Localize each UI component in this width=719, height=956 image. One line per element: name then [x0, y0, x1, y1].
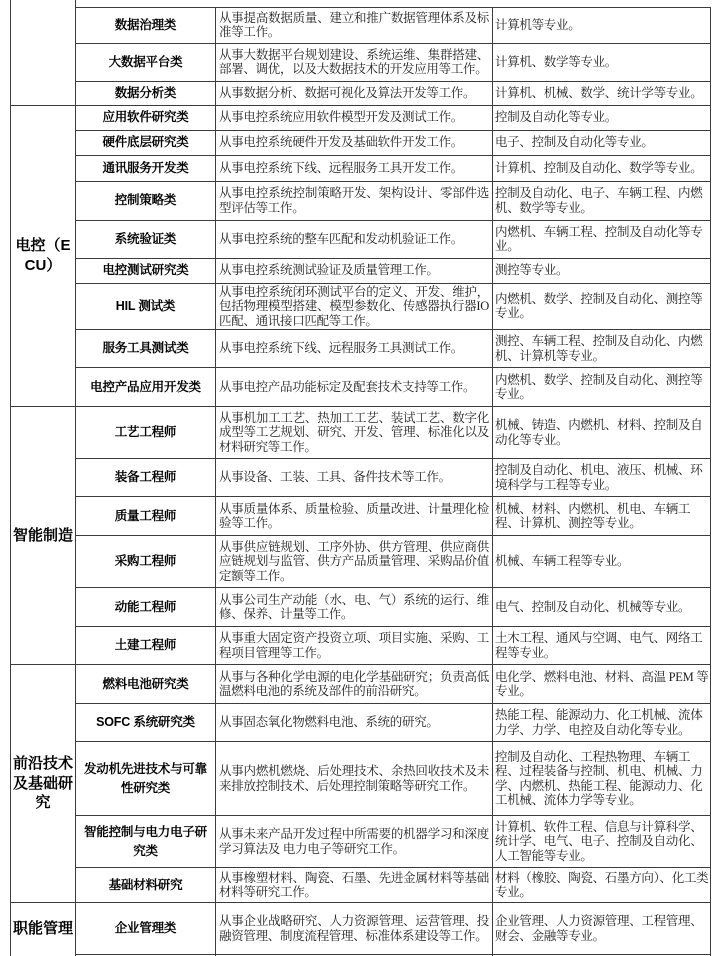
majors-cell: 机械、车辆工程等专业。	[493, 536, 711, 588]
majors-cell: 电气、控制及自动化、机械等专业。	[493, 588, 711, 627]
majors-cell: 控制及自动化、机电、液压、机械、环境科学与工程等专业。	[493, 459, 711, 497]
majors-cell: 控制及自动化、工程热物理、车辆工程、过程装备与控制、机电、机械、力学、内燃机、热能工程、能源动力、化工机械、流体力学等专业。	[493, 742, 711, 816]
majors-cell: 内燃机、数学、控制及自动化、测控等专业。	[493, 283, 711, 330]
desc-cell: 从事企业战略研究、人力资源管理、运营管理、投融资管理、制度流程管理、标准体系建设等工作。	[216, 903, 493, 955]
job-cell: 发动机先进技术与可靠性研究类	[76, 742, 216, 816]
desc-cell: 从事橡塑材料、陶瓷、石墨、先进金属材料等基础材料等研究工作。	[216, 868, 493, 903]
desc-cell: 从事电控产品功能标定及配套技术支持等工作。	[216, 368, 493, 407]
table-row	[11, 81, 711, 105]
table-row	[11, 704, 711, 742]
desc-cell: 从事大数据平台规划建设、系统运维、集群搭建、部署、调优，以及大数据技术的开发应用等工作。	[216, 43, 493, 81]
job-cell: 智能控制与电力电子研究类	[76, 816, 216, 868]
job-cell: 燃料电池研究类	[76, 665, 216, 704]
ghost-cell	[216, 0, 493, 7]
job-cell: 应用软件研究类	[76, 105, 216, 130]
category-cell-ecu: 电控（ECU）	[11, 105, 76, 407]
table-row	[11, 130, 711, 155]
table-row	[11, 816, 711, 868]
desc-cell: 从事公司生产动能（水、电、气）系统的运行、维修、保养、计量等工作。	[216, 588, 493, 627]
majors-cell: 电子、控制及自动化等专业。	[493, 130, 711, 155]
table-row	[11, 330, 711, 368]
desc-cell: 从事电控系统的整车匹配和发动机验证工作。	[216, 220, 493, 258]
category-cell-management: 职能管理	[11, 903, 76, 955]
desc-cell: 从事提高数据质量、建立和推广数据管理体系及标准等工作。	[216, 7, 493, 43]
majors-cell: 测控、车辆工程、控制及自动化、内燃机、计算机等专业。	[493, 330, 711, 368]
ghost-cell	[76, 0, 216, 7]
desc-cell: 从事固态氧化物燃料电池、系统的研究。	[216, 704, 493, 742]
job-cell: 采购工程师	[76, 536, 216, 588]
table-row-partial-top	[11, 0, 711, 7]
majors-cell: 热能工程、能源动力、化工机械、流体力学、力学、电控及自动化等专业。	[493, 704, 711, 742]
table-row	[11, 181, 711, 220]
desc-cell: 从事电控系统下线、远程服务工具测试工作。	[216, 330, 493, 368]
table-row	[11, 43, 711, 81]
job-cell: 硬件底层研究类	[76, 130, 216, 155]
majors-cell: 内燃机、数学、控制及自动化、测控等专业。	[493, 368, 711, 407]
job-cell: 控制策略类	[76, 181, 216, 220]
job-cell: 电控产品应用开发类	[76, 368, 216, 407]
table-row	[11, 868, 711, 903]
desc-cell: 从事电控系统测试验证及质量管理工作。	[216, 258, 493, 283]
table-row	[11, 742, 711, 816]
ghost-cell	[493, 0, 711, 7]
desc-cell: 从事重大固定资产投资立项、项目实施、采购、工程项目管理等工作。	[216, 627, 493, 665]
category-cell-cutoff	[11, 0, 76, 105]
majors-cell: 测控等专业。	[493, 258, 711, 283]
table-row	[11, 536, 711, 588]
category-cell-research: 前沿技术及基础研究	[11, 665, 76, 903]
category-cell-manufacturing: 智能制造	[11, 407, 76, 665]
desc-cell: 从事内燃机燃烧、后处理技术、余热回收技术及未来排放控制技术、后处理控制策略等研究工作。	[216, 742, 493, 816]
job-cell: 工艺工程师	[76, 407, 216, 459]
job-cell: 基础材料研究	[76, 868, 216, 903]
table-row	[11, 155, 711, 181]
table-row	[11, 368, 711, 407]
table-row	[11, 220, 711, 258]
job-cell: 企业管理类	[76, 903, 216, 955]
table-row	[11, 105, 711, 130]
position-table	[10, 0, 711, 956]
majors-cell: 计算机、数学等专业。	[493, 43, 711, 81]
desc-cell: 从事数据分析、数据可视化及算法开发等工作。	[216, 81, 493, 105]
job-cell: 装备工程师	[76, 459, 216, 497]
table-row	[11, 627, 711, 665]
table-row	[11, 588, 711, 627]
desc-cell: 从事供应链规划、工序外协、供方管理、供应商供应链规划与监管、供方产品质量管理、采购品价值定额等工作。	[216, 536, 493, 588]
job-cell: 动能工程师	[76, 588, 216, 627]
desc-cell: 从事与各种化学电源的电化学基础研究；负责高低温燃料电池的系统及部件的前沿研究。	[216, 665, 493, 704]
majors-cell: 土木工程、通风与空调、电气、网络工程等专业。	[493, 627, 711, 665]
majors-cell: 内燃机、车辆工程、控制及自动化等专业。	[493, 220, 711, 258]
desc-cell: 从事设备、工装、工具、备件技术等工作。	[216, 459, 493, 497]
table-row	[11, 258, 711, 283]
majors-cell: 计算机、机械、数学、统计学等专业。	[493, 81, 711, 105]
majors-cell: 控制及自动化等专业。	[493, 105, 711, 130]
job-cell: HIL 测试类	[76, 283, 216, 330]
job-cell: SOFC 系统研究类	[76, 704, 216, 742]
majors-cell: 机械、材料、内燃机、机电、车辆工程、计算机、测控等专业。	[493, 497, 711, 536]
table-row	[11, 903, 711, 955]
majors-cell: 计算机等专业。	[493, 7, 711, 43]
job-cell: 系统验证类	[76, 220, 216, 258]
majors-cell: 材料（橡胶、陶瓷、石墨方向）、化工类专业。	[493, 868, 711, 903]
majors-cell: 机械、铸造、内燃机、材料、控制及自动化等专业。	[493, 407, 711, 459]
desc-cell: 从事未来产品开发过程中所需要的机器学习和深度学习算法及 电力电子等研究工作。	[216, 816, 493, 868]
table-row	[11, 7, 711, 43]
table-row	[11, 497, 711, 536]
desc-cell: 从事电控系统闭环测试平台的定义、开发、维护，包括物理模型搭建、模型参数化、传感器执行器IO 匹配、通讯接口匹配等工作。	[216, 283, 493, 330]
job-cell: 服务工具测试类	[76, 330, 216, 368]
majors-cell: 计算机、控制及自动化、数学等专业。	[493, 155, 711, 181]
job-cell: 通讯服务开发类	[76, 155, 216, 181]
desc-cell: 从事电控系统应用软件模型开发及测试工作。	[216, 105, 493, 130]
table-row	[11, 407, 711, 459]
job-cell: 数据治理类	[76, 7, 216, 43]
desc-cell: 从事机加工工艺、热加工工艺、装试工艺、数字化成型等工艺规划、研究、开发、管理、标准化以及材料研究等工作。	[216, 407, 493, 459]
job-cell: 质量工程师	[76, 497, 216, 536]
desc-cell: 从事质量体系、质量检验、质量改进、计量理化检验等工作。	[216, 497, 493, 536]
desc-cell: 从事电控系统下线、远程服务工具开发工作。	[216, 155, 493, 181]
desc-cell: 从事电控系统硬件开发及基础软件开发工作。	[216, 130, 493, 155]
table-row	[11, 459, 711, 497]
table-row	[11, 665, 711, 704]
majors-cell: 控制及自动化、电子、车辆工程、内燃机、数学等专业。	[493, 181, 711, 220]
job-cell: 数据分析类	[76, 81, 216, 105]
majors-cell: 企业管理、人力资源管理、工程管理、财会、金融等专业。	[493, 903, 711, 955]
majors-cell: 电化学、燃料电池、材料、高温 PEM 等专业。	[493, 665, 711, 704]
table-row	[11, 283, 711, 330]
desc-cell: 从事电控系统控制策略开发、架构设计、零部件选型评估等工作。	[216, 181, 493, 220]
job-cell: 大数据平台类	[76, 43, 216, 81]
job-cell: 电控测试研究类	[76, 258, 216, 283]
job-cell: 土建工程师	[76, 627, 216, 665]
majors-cell: 计算机、软件工程、信息与计算科学、统计学、电气、电子、控制及自动化、人工智能等专业。	[493, 816, 711, 868]
